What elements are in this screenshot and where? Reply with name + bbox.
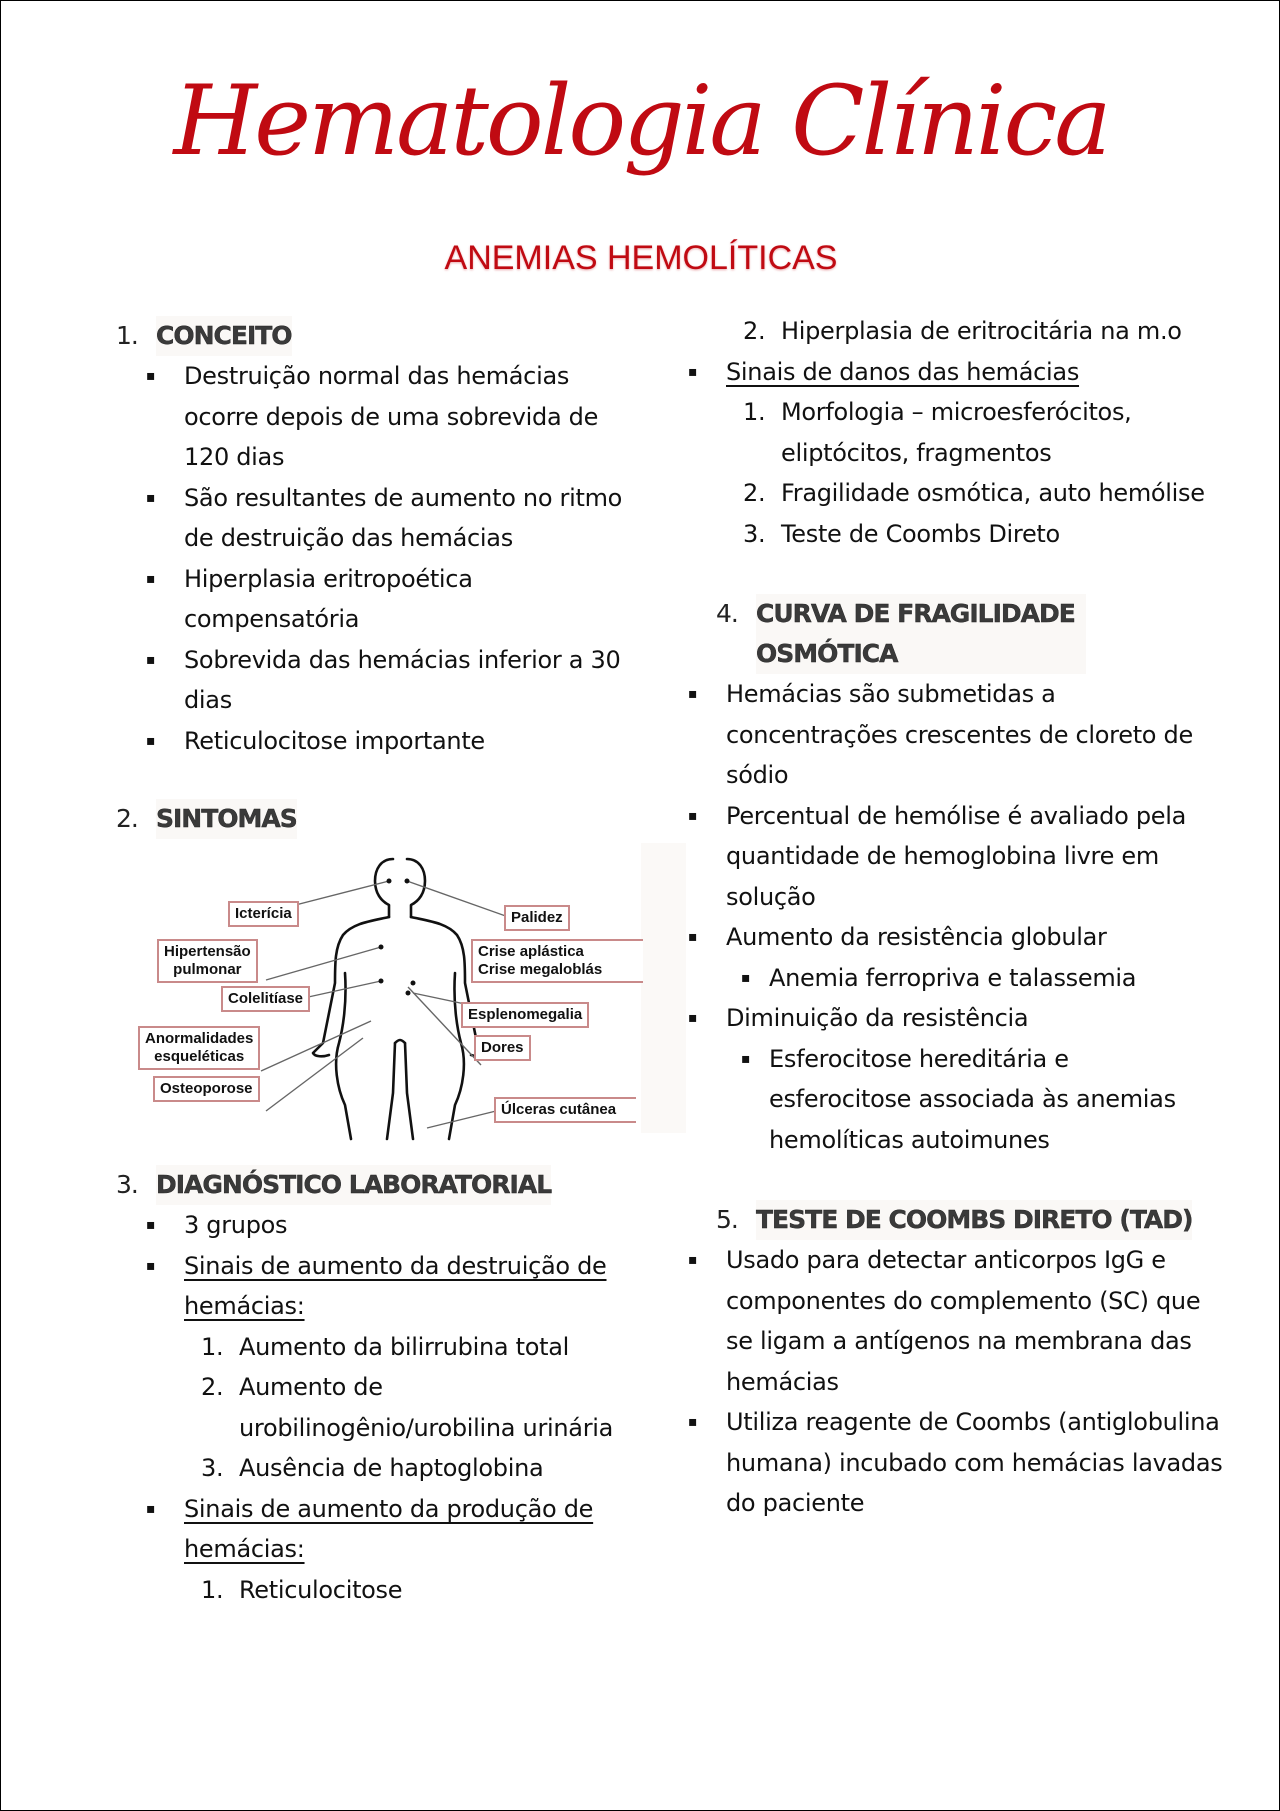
list-item: 3. Ausência de haptoglobina [201,1454,544,1482]
symptom-label-ictericia: Icterícia [228,901,299,927]
section-number: 3. [116,1170,138,1199]
left-column [116,316,636,1610]
bullet-icon: ▪ [146,489,156,506]
list-item: 1. Morfologia – microesferócitos, eliptócitos, fragmentos [743,398,1132,467]
coombs-list [658,1240,1226,1524]
section-number: 1. [116,321,138,350]
list-item: 1. Reticulocitose [201,1575,403,1604]
list-item: 3. Teste de Coombs Direto [743,519,1060,548]
section-heading-diagnostico [116,1165,636,1205]
section-title: SINTOMAS [156,799,297,839]
list-item: ▪ Diminuição da resistência [658,998,1226,1039]
document-title: Hematologia Clínica [173,65,1109,177]
diagnostico-list-continued [688,311,1226,554]
symptoms-body-diagram [131,843,691,1143]
section-title: TESTE DE COOMBS DIRETO (TAD) [756,1200,1192,1240]
bullet-icon: ▪ [146,651,156,668]
symptom-label-dores: Dores [474,1035,531,1061]
list-item: ▪ Usado para detectar anticorpos IgG e componentes do complemento (SC) que se ligam a antígenos na membrana das hemácias [658,1240,1226,1402]
list-item: ▪ Sinais de aumento da destruição de hemácias: [116,1246,636,1327]
bullet-icon: ▪ [688,686,698,702]
list-item: ▪ Reticulocitose importante [116,721,636,762]
bullet-icon: ▪ [688,1010,698,1026]
bullet-icon: ▪ [741,969,751,986]
bullet-icon: ▪ [688,807,698,824]
list-item: ▪ Sinais de danos das hemácias [658,352,1226,393]
list-item: 1. Aumento da bilirrubina total [201,1332,569,1361]
curva-list [658,674,1226,1160]
bullet-icon: ▪ [146,732,156,749]
list-item: ▪ São resultantes de aumento no ritmo de destruição das hemácias [116,478,636,559]
section-heading-sintomas [116,799,636,839]
list-item: ▪ Hemácias são submetidas a concentrações crescentes de cloreto de sódio [658,674,1226,796]
list-item: ▪ Anemia ferropriva e talassemia [658,958,1226,999]
list-item: 2. Fragilidade osmótica, auto hemólise [743,479,1205,507]
section-title: CONCEITO [156,316,292,356]
list-item: ▪ Sobrevida das hemácias inferior a 30 dias [116,640,636,721]
bullet-icon: ▪ [688,1252,698,1268]
section-number: 5. [716,1205,738,1234]
list-item: ▪ Percentual de hemólise é avaliado pela quantidade de hemoglobina livre em solução [658,796,1226,918]
section-heading-coombs [716,1200,1226,1240]
document-subtitle: ANEMIAS HEMOLÍTICAS [444,239,838,277]
symptom-label-crises: Crise aplástica Crise megaloblás [471,939,643,983]
bullet-icon: ▪ [146,368,156,384]
section-title: CURVA DE FRAGILIDADE OSMÓTICA [756,594,1086,674]
list-item: ▪ Esferocitose hereditária e esferocitose associada às anemias hemolíticas autoimunes [658,1039,1226,1161]
list-item: ▪ Destruição normal das hemácias ocorre depois de uma sobrevida de 120 dias [116,356,636,478]
right-column [688,311,1226,1524]
section-number: 2. [116,804,138,833]
list-item: ▪ Sinais de aumento da produção de hemácias: [116,1489,636,1570]
section-title: DIAGNÓSTICO LABORATORIAL [156,1165,551,1205]
list-item: ▪ Utiliza reagente de Coombs (antiglobulina humana) incubado com hemácias lavadas do paciente [658,1402,1226,1524]
diagnostico-list [116,1205,636,1610]
list-item: ▪ 3 grupos [116,1205,636,1246]
symptom-label-osteoporose: Osteoporose [153,1076,260,1102]
bullet-icon: ▪ [688,929,698,945]
list-item: 2. Hiperplasia de eritrocitária na m.o [743,317,1182,345]
section-number: 4. [716,599,738,628]
bullet-icon: ▪ [146,1500,156,1517]
symptom-label-palidez: Palidez [504,905,570,931]
bullet-icon: ▪ [688,363,698,380]
bullet-icon: ▪ [146,1217,156,1233]
symptom-label-hipertensao-pulmonar: Hipertensão pulmonar [157,939,258,983]
bullet-icon: ▪ [146,1257,156,1274]
symptom-label-anormalidades-esqueleticas: Anormalidades esqueléticas [138,1026,260,1070]
list-item: ▪ Aumento da resistência globular [658,917,1226,958]
symptom-label-esplenomegalia: Esplenomegalia [461,1002,589,1028]
list-item: ▪ Hiperplasia eritropoética compensatória [116,559,636,640]
section-heading-conceito [116,316,636,356]
conceito-list [116,356,636,761]
list-item: 2. Aumento de urobilinogênio/urobilina urinária [201,1373,614,1442]
bullet-icon: ▪ [741,1050,751,1067]
bullet-icon: ▪ [688,1414,698,1430]
symptom-label-colelitiase: Colelitíase [221,986,310,1012]
section-heading-curva-fragilidade [716,594,1226,674]
symptom-label-ulceras: Úlceras cutânea [494,1097,636,1123]
bullet-icon: ▪ [146,570,156,587]
